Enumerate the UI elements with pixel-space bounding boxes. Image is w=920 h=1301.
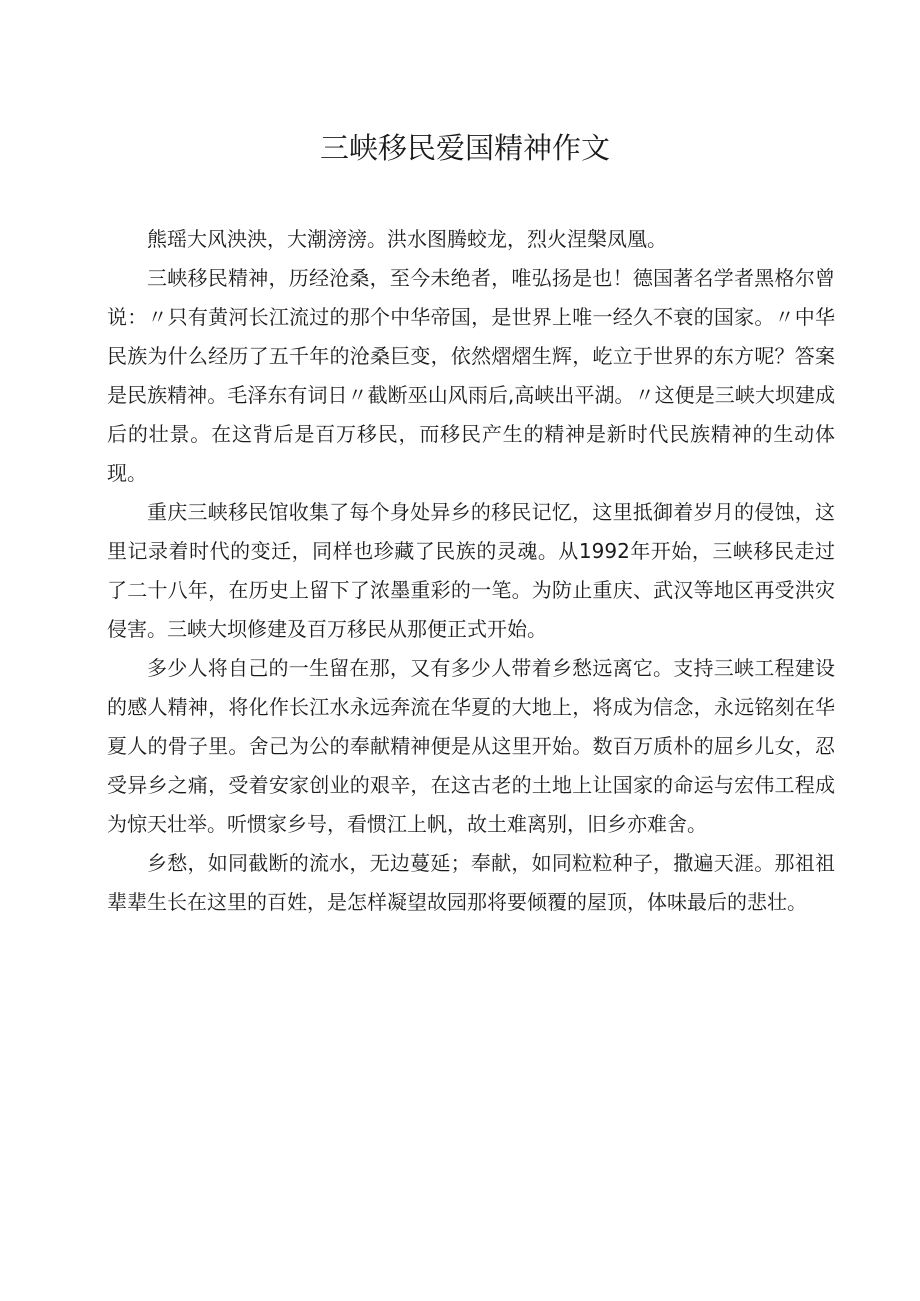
paragraph-4: 多少人将自己的一生留在那，又有多少人带着乡愁远离它。支持三峡工程建设的感人精神，将化作长江水永远奔流在华夏的大地上，将成为信念，永远铭刻在华夏人的骨子里。舍己为公的奉献精神便是从这里开始。数百万质朴的屈乡儿女，忍受异乡之痛，受着安家创业的艰辛，在这古老的土地上让国家的命运与宏伟工程成为惊天壮举。听惯家乡号，看惯江上帆，故土难离别，旧乡亦难舍。	[107, 656, 835, 836]
document-body	[107, 220, 835, 922]
paragraph-1: 熊瑶大风泱泱，大潮滂滂。洪水图腾蛟龙，烈火涅槃凤凰。	[147, 227, 667, 251]
document-title: 三峡移民爱国精神作文	[319, 131, 610, 165]
paragraph-2: 三峡移民精神，历经沧桑，至今未绝者，唯弘扬是也！德国著名学者黑格尔曾说：〃只有黄河长江流过的那个中华帝国，是世界上唯一经久不衰的国家。〃中华民族为什么经历了五千年的沧桑巨变，依然熠熠生辉，屹立于世界的东方呢？答案是民族精神。毛泽东有词日〃截断巫山风雨后,高峡出平湖。〃这便是三峡大坝建成后的壮景。在这背后是百万移民，而移民产生的精神是新时代民族精神的生动体现。	[107, 266, 835, 485]
paragraph-3: 重庆三峡移民馆收集了每个身处异乡的移民记忆，这里抵御着岁月的侵蚀，这里记录着时代的变迁，同样也珍藏了民族的灵魂。从1992年开始，三峡移民走过了二十八年，在历史上留下了浓墨重彩的一笔。为防止重庆、武汉等地区再受洪灾侵害。三峡大坝修建及百万移民从那便正式开始。	[107, 500, 835, 641]
paragraph-5: 乡愁，如同截断的流水，无边蔓延；奉献，如同粒粒种子，撒遍天涯。那祖祖辈辈生长在这里的百姓，是怎样凝望故园那将要倾覆的屋顶，体味最后的悲壮。	[107, 851, 835, 914]
